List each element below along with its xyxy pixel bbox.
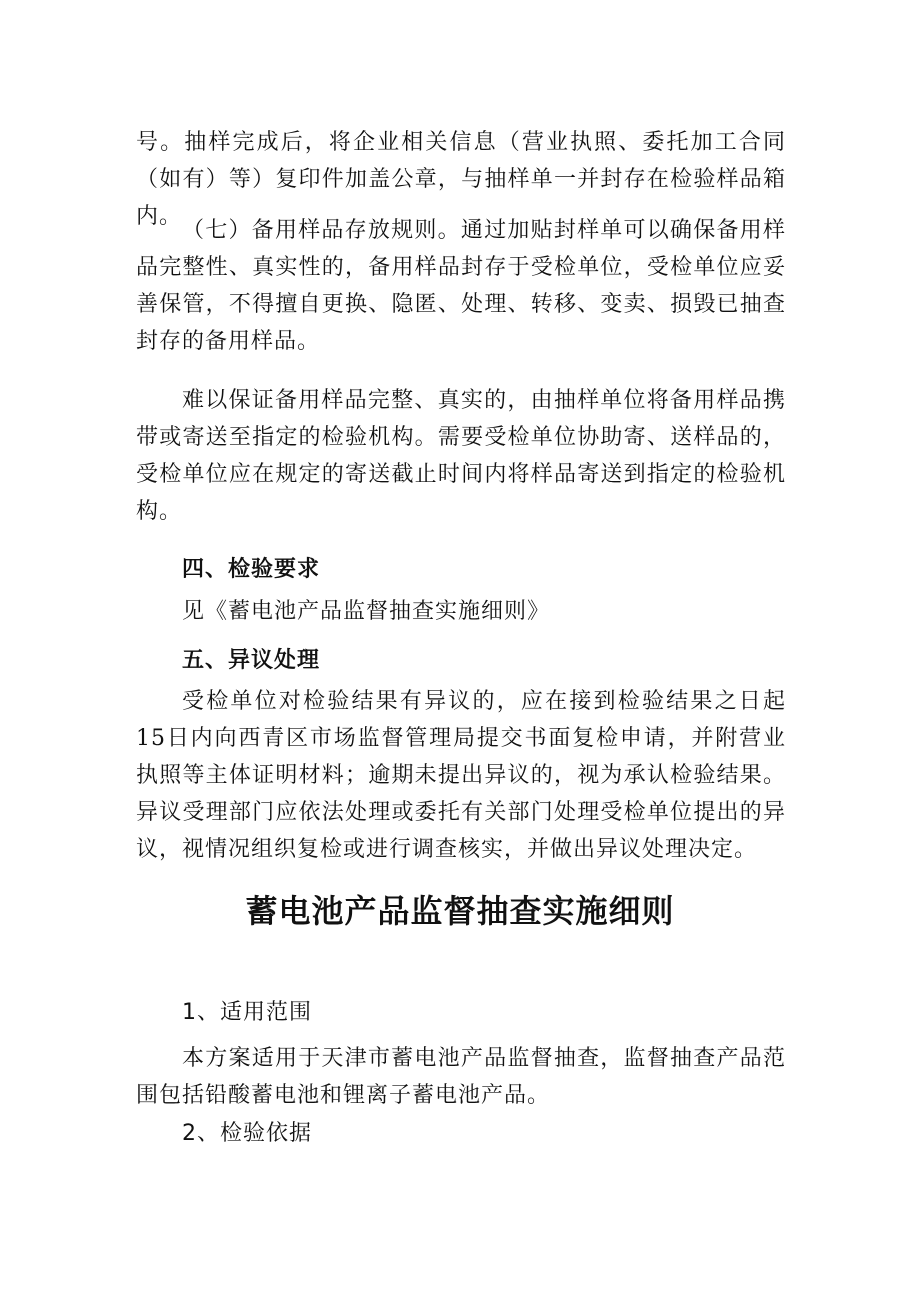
section-1-heading <box>182 997 312 1029</box>
section-2-title: 检验依据 <box>220 1121 313 1146</box>
paragraph-objection-details: 受检单位对检验结果有异议的，应在接到检验结果之日起15日内向西青区市场监督管理局提交书面复检申请，并附营业执照等主体证明材料；逾期未提出异议的，视为承认检验结果。异议受理部门应依法处理或委托有关部门处理受检单位提出的异议，视情况组织复检或进行调查核实，并做出异议处理决定。 <box>136 689 786 862</box>
section-1-title: 适用范围 <box>220 1000 313 1025</box>
paragraph-backup-storage: （七）备用样品存放规则。通过加贴封样单可以确保备用样品完整性、真实性的，备用样品封存于受检单位，受检单位应妥善保管，不得擅自更换、隐匿、处理、转移、变卖、损毁已抽查封存的备用样品。 <box>136 218 786 354</box>
heading-objection-handling: 五、异议处理 <box>182 648 321 673</box>
section-2-heading <box>182 1118 312 1150</box>
paragraph-sampling-complete: 号。抽样完成后，将企业相关信息（营业执照、委托加工合同（如有）等）复印件加盖公章，与抽样单一并封存在检验样品箱内。 <box>136 130 786 229</box>
heading-inspection-requirements: 四、检验要求 <box>182 557 321 582</box>
document-title: 蓄电池产品监督抽查实施细则 <box>245 892 675 930</box>
paragraph-see-rules: 见《蓄电池产品监督抽查实施细则》 <box>182 599 551 624</box>
section-1-body: 本方案适用于天津市蓄电池产品监督抽查，监督抽查产品范围包括铅酸蓄电池和锂离子蓄电池产品。 <box>136 1046 786 1108</box>
paragraph-backup-delivery: 难以保证备用样品完整、真实的，由抽样单位将备用样品携带或寄送至指定的检验机构。需要受检单位协助寄、送样品的，受检单位应在规定的寄送截止时间内将样品寄送到指定的检验机构。 <box>136 388 786 524</box>
section-1-number: 1、 <box>182 1000 220 1025</box>
section-2-number: 2、 <box>182 1121 220 1146</box>
